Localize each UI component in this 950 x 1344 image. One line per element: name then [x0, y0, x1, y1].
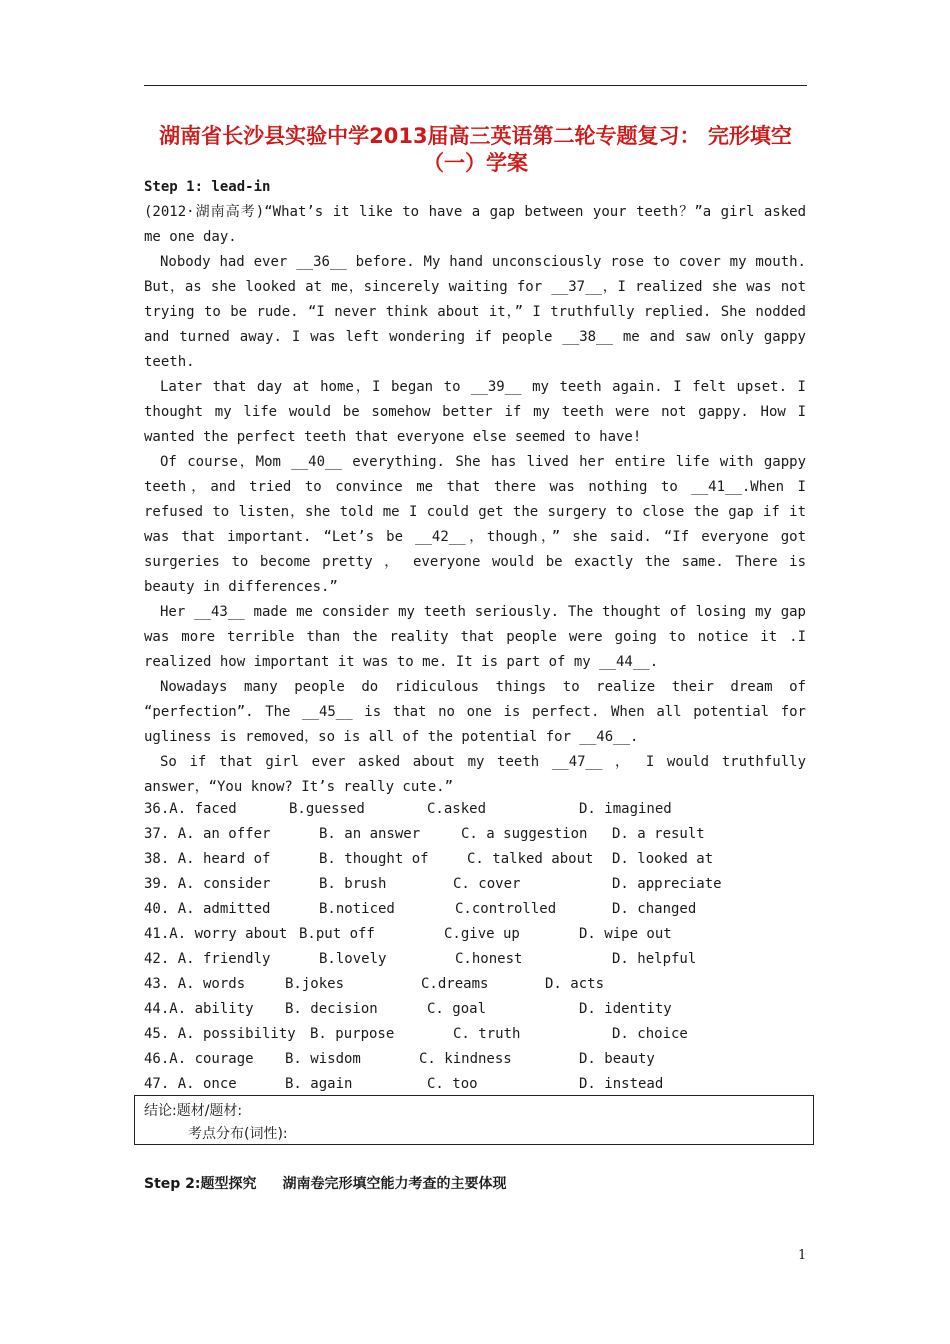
option-row — [144, 872, 806, 897]
option-c: C.controlled — [455, 901, 557, 917]
option-b: B. purpose — [310, 1026, 395, 1042]
conclusion-box — [134, 1095, 814, 1145]
step2-label: Step 2:题型探究 — [144, 1176, 257, 1192]
option-d: D. wipe out — [579, 926, 672, 942]
option-a: 44.A. ability — [144, 1001, 254, 1017]
option-row — [144, 822, 806, 847]
option-b: B. thought of — [319, 851, 429, 867]
option-row — [144, 997, 806, 1022]
passage-paragraph: Later that day at home，I began to __39__ my teeth again. I felt upset. I thought my life would be somehow better if my teeth were not gappy. How I wanted the perfect teeth that everyone else seemed to have! — [144, 379, 806, 445]
option-row — [144, 847, 806, 872]
option-b: B.noticed — [319, 901, 395, 917]
option-d: D. appreciate — [612, 876, 722, 892]
option-a: 46.A. courage — [144, 1051, 254, 1067]
option-c: C. goal — [427, 1001, 487, 1017]
passage-paragraph: (2012·湖南高考)“What’s it like to have a gap between your teeth？”a girl asked me one day. — [144, 204, 806, 245]
option-d: D. acts — [545, 976, 605, 992]
step2-text: 湖南卷完形填空能力考查的主要体现 — [282, 1176, 507, 1192]
option-c: C. a suggestion — [461, 826, 588, 842]
option-c: C. talked about — [467, 851, 594, 867]
option-row — [144, 1022, 806, 1047]
option-d: D. beauty — [579, 1051, 655, 1067]
option-row — [144, 972, 806, 997]
option-c: C. cover — [453, 876, 521, 892]
option-row — [144, 1072, 806, 1097]
passage-paragraph: Her __43__ made me consider my teeth seriously. The thought of losing my gap was more terrible than the reality that people were going to notice it .I realized how important it was to me. It is part of my __44__. — [144, 604, 806, 670]
conclusion-points-label: 考点分布(词性): — [188, 1126, 288, 1142]
option-a: 38. A. heard of — [144, 851, 271, 867]
title-line-1: 湖南省长沙县实验中学2013届高三英语第二轮专题复习： 完形填空 — [159, 124, 792, 148]
option-row — [144, 897, 806, 922]
option-b: B. decision — [285, 1001, 378, 1017]
option-a: 39. A. consider — [144, 876, 271, 892]
option-d: D. identity — [579, 1001, 672, 1017]
option-b: B. wisdom — [285, 1051, 361, 1067]
page-number: 1 — [798, 1248, 807, 1263]
step2-heading — [144, 1174, 507, 1194]
conclusion-topic-label: 结论:题材/题材: — [144, 1103, 243, 1119]
option-b: B. brush — [319, 876, 387, 892]
step1-heading: Step 1: lead-in — [144, 179, 271, 195]
option-a: 42. A. friendly — [144, 951, 271, 967]
passage-paragraph: So if that girl ever asked about my teeth __47__ ， I would truthfully answer，“You know? It’s really cute.” — [144, 754, 806, 795]
option-c: C. kindness — [419, 1051, 512, 1067]
option-c: C.dreams — [421, 976, 489, 992]
option-a: 36.A. faced — [144, 801, 237, 817]
option-b: B.guessed — [289, 801, 365, 817]
option-a: 41.A. worry about — [144, 926, 288, 942]
option-row — [144, 797, 806, 822]
title-line-2: （一）学案 — [423, 151, 528, 175]
option-b: B.put off — [299, 926, 375, 942]
option-c: C. too — [427, 1076, 478, 1092]
option-a: 37. A. an offer — [144, 826, 271, 842]
option-d: D. choice — [612, 1026, 688, 1042]
option-a: 47. A. once — [144, 1076, 237, 1092]
option-a: 40. A. admitted — [144, 901, 271, 917]
answer-options — [144, 797, 806, 1097]
option-row — [144, 947, 806, 972]
passage-paragraph: Of course，Mom __40__ everything. She has lived her entire life with gappy teeth，and tried to convince me that there was nothing to __41__.When I refused to listen，she told me I could get the surgery to close the gap if it was that important. “Let’s be __42__，though，” she said. “If everyone got surgeries to become pretty ， everyone would be exactly the same. There is beauty in differences.” — [144, 454, 806, 595]
cloze-passage — [144, 200, 806, 800]
option-d: D. looked at — [612, 851, 714, 867]
option-row — [144, 922, 806, 947]
option-b: B.lovely — [319, 951, 387, 967]
option-d: D. a result — [612, 826, 705, 842]
option-b: B.jokes — [285, 976, 345, 992]
option-c: C.asked — [427, 801, 487, 817]
option-a: 45. A. possibility — [144, 1026, 296, 1042]
passage-paragraph: Nowadays many people do ridiculous things to realize their dream of “perfection”. The __45__ is that no one is perfect. When all potential for ugliness is removed，so is all of the potential for __46__. — [144, 679, 806, 745]
page-title — [144, 123, 807, 177]
option-b: B. an answer — [319, 826, 421, 842]
option-d: D. helpful — [612, 951, 697, 967]
option-a: 43. A. words — [144, 976, 246, 992]
option-c: C. truth — [453, 1026, 521, 1042]
option-c: C.honest — [455, 951, 523, 967]
option-row — [144, 1047, 806, 1072]
option-d: D. changed — [612, 901, 697, 917]
passage-paragraph: Nobody had ever __36__ before. My hand unconsciously rose to cover my mouth. But，as she looked at me，sincerely waiting for __37__，I realized she was not trying to be rude. “I never think about it，” I truthfully replied. She nodded and turned away. I was left wondering if people __38__ me and saw only gappy teeth. — [144, 254, 806, 370]
header-rule — [144, 85, 807, 86]
option-d: D. imagined — [579, 801, 672, 817]
option-c: C.give up — [444, 926, 520, 942]
option-b: B. again — [285, 1076, 353, 1092]
option-d: D. instead — [579, 1076, 664, 1092]
